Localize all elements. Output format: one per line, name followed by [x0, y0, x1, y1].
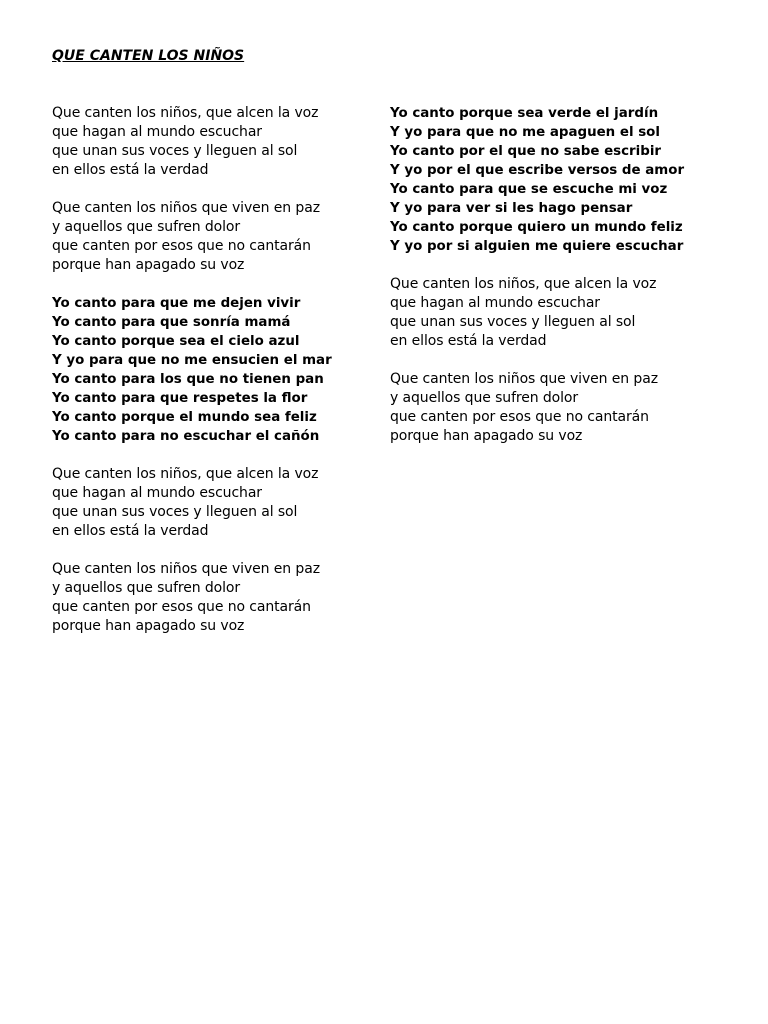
lyric-line: Yo canto para que me dejen vivir — [52, 296, 301, 311]
lyric-line: porque han apagado su voz — [52, 618, 245, 634]
lyric-line: Y yo por si alguien me quiere escuchar — [390, 239, 684, 254]
lyric-line: Yo canto para que se escuche mi voz — [390, 182, 668, 197]
verse-stanza — [52, 199, 352, 275]
lyric-line: Que canten los niños, que alcen la voz — [390, 276, 657, 292]
lyric-line: Y yo por el que escribe versos de amor — [390, 163, 685, 178]
lyric-line: que canten por esos que no cantarán — [52, 599, 311, 615]
verse-stanza — [52, 560, 352, 636]
verse-stanza — [390, 275, 710, 351]
lyric-line: Yo canto porque el mundo sea feliz — [52, 410, 317, 425]
right-column — [390, 104, 710, 465]
lyric-line: Yo canto porque quiero un mundo feliz — [390, 220, 683, 235]
lyric-line: Que canten los niños que viven en paz — [52, 200, 320, 216]
lyric-line: y aquellos que sufren dolor — [390, 390, 579, 406]
lyric-line: que hagan al mundo escuchar — [52, 485, 262, 501]
lyric-line: que unan sus voces y lleguen al sol — [52, 143, 298, 159]
lyric-line: que hagan al mundo escuchar — [52, 124, 262, 140]
lyric-line: que canten por esos que no cantarán — [52, 238, 311, 254]
lyric-line: Y yo para que no me ensucien el mar — [52, 353, 332, 368]
verse-stanza — [390, 370, 710, 446]
lyric-line: en ellos está la verdad — [52, 162, 209, 178]
lyric-line: Que canten los niños, que alcen la voz — [52, 105, 319, 121]
lyric-line: Yo canto para que sonría mamá — [52, 315, 291, 330]
lyric-line: Y yo para ver si les hago pensar — [390, 201, 633, 216]
chorus-stanza — [52, 294, 352, 446]
lyric-line: que unan sus voces y lleguen al sol — [390, 314, 636, 330]
page-title: QUE CANTEN LOS NIÑOS — [52, 48, 245, 64]
lyric-line: Que canten los niños que viven en paz — [52, 561, 320, 577]
lyric-line: que canten por esos que no cantarán — [390, 409, 649, 425]
lyric-line: Yo canto por el que no sabe escribir — [390, 144, 662, 159]
lyric-line: Que canten los niños, que alcen la voz — [52, 466, 319, 482]
lyric-line: Yo canto porque sea el cielo azul — [52, 334, 300, 349]
lyric-line: Y yo para que no me apaguen el sol — [390, 125, 660, 140]
lyric-line: y aquellos que sufren dolor — [52, 219, 241, 235]
left-column — [52, 104, 352, 655]
lyric-line: en ellos está la verdad — [52, 523, 209, 539]
lyric-line: y aquellos que sufren dolor — [52, 580, 241, 596]
lyric-line: Que canten los niños que viven en paz — [390, 371, 658, 387]
lyric-line: Yo canto para que respetes la flor — [52, 391, 308, 406]
chorus-stanza — [390, 104, 710, 256]
lyric-line: porque han apagado su voz — [390, 428, 583, 444]
verse-stanza — [52, 104, 352, 180]
lyric-line: Yo canto para no escuchar el cañón — [52, 429, 320, 444]
lyric-line: que unan sus voces y lleguen al sol — [52, 504, 298, 520]
lyric-line: que hagan al mundo escuchar — [390, 295, 600, 311]
lyric-line: Yo canto porque sea verde el jardín — [390, 106, 659, 121]
lyric-line: en ellos está la verdad — [390, 333, 547, 349]
verse-stanza — [52, 465, 352, 541]
lyric-line: Yo canto para los que no tienen pan — [52, 372, 324, 387]
lyric-line: porque han apagado su voz — [52, 257, 245, 273]
